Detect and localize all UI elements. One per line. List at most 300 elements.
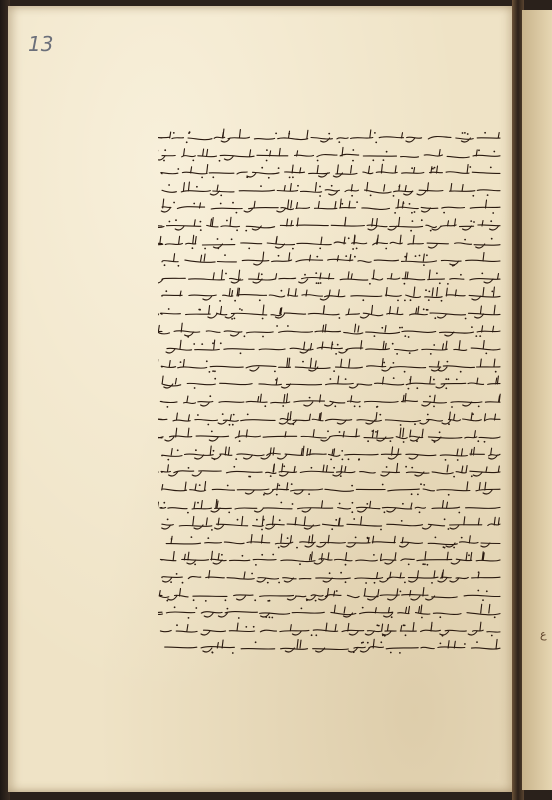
ink-dot [261, 529, 263, 531]
ink-dot [399, 326, 401, 328]
ink-dot [414, 211, 416, 213]
ink-dot [221, 554, 223, 556]
ink-dot [228, 511, 230, 513]
ink-dot [212, 177, 214, 179]
folio-number: 13 [28, 32, 54, 56]
handwriting-strokes [158, 427, 502, 443]
ink-dot [299, 564, 301, 566]
ink-stroke [158, 217, 500, 230]
ink-dot [434, 167, 436, 169]
manuscript-line [158, 234, 502, 250]
ink-dot [214, 370, 216, 372]
manuscript-line [158, 339, 502, 355]
ink-dot [492, 212, 494, 214]
ink-dot [445, 379, 447, 381]
ink-dot [315, 272, 317, 274]
ink-dot [478, 406, 480, 408]
ink-dot [204, 247, 206, 249]
ink-dot [296, 546, 298, 548]
handwriting-strokes [158, 163, 502, 179]
handwriting-strokes [158, 498, 502, 514]
ink-dot [304, 274, 306, 276]
ink-dot [239, 440, 241, 442]
ink-dot [288, 133, 290, 135]
ink-dot [490, 167, 492, 169]
ink-dot [335, 353, 337, 355]
ink-dot [393, 362, 395, 364]
ink-dot [386, 466, 388, 468]
ink-dot [366, 503, 368, 505]
manuscript-line [158, 269, 502, 285]
ink-dot [362, 607, 364, 609]
ink-dot [194, 387, 196, 389]
ink-dot [301, 608, 303, 610]
ink-dot [405, 634, 407, 636]
ink-dot [485, 353, 487, 355]
ink-dot [276, 325, 278, 327]
handwriting-strokes [158, 621, 502, 637]
ink-dot [268, 177, 270, 179]
ink-dot [491, 291, 493, 293]
ink-dot [247, 413, 249, 415]
ink-dot [319, 185, 321, 187]
ink-dot [351, 195, 353, 197]
manuscript-line [158, 304, 502, 320]
handwriting-strokes [158, 550, 502, 566]
ink-dot [292, 247, 294, 249]
ink-dot [358, 458, 360, 460]
ink-stroke [158, 428, 500, 441]
manuscript-line [158, 286, 502, 302]
ink-dot [318, 282, 320, 284]
manuscript-line [158, 410, 502, 426]
ink-dot [481, 272, 483, 274]
ink-stroke [160, 622, 500, 635]
ink-dot [274, 370, 276, 372]
ink-dot [211, 529, 213, 531]
ink-dot [255, 564, 257, 566]
ink-dot [445, 459, 447, 461]
ink-dot [254, 599, 256, 601]
ink-dot [472, 413, 474, 415]
ink-dot [420, 483, 422, 485]
ink-dot [375, 431, 377, 433]
ink-dot [287, 325, 289, 327]
ink-dot [201, 343, 203, 345]
ink-dot [165, 291, 167, 293]
ink-dot [464, 238, 466, 240]
ink-dot [242, 555, 244, 557]
handwriting-strokes [158, 304, 502, 320]
ink-dot [187, 336, 189, 338]
ink-dot [461, 536, 463, 538]
ink-dot [175, 219, 177, 221]
ink-dot [416, 440, 418, 442]
ink-dot [251, 573, 253, 575]
handwriting-strokes [158, 480, 502, 496]
ink-dot [219, 159, 221, 161]
ink-dot [345, 255, 347, 257]
ink-dot [460, 371, 462, 373]
ink-dot [200, 229, 202, 231]
ink-dot [201, 177, 203, 179]
ink-dot [164, 149, 166, 151]
ink-dot [390, 440, 392, 442]
ink-dot [493, 150, 495, 152]
manuscript-line [158, 322, 502, 338]
ink-dot [229, 423, 231, 425]
ink-stroke [162, 182, 500, 195]
ink-dot [278, 485, 280, 487]
ink-stroke [158, 499, 500, 512]
ink-dot [233, 466, 235, 468]
ink-stroke [158, 358, 500, 371]
ink-dot [409, 352, 411, 354]
ink-dot [248, 247, 250, 249]
ink-dot [365, 582, 367, 584]
ink-dot [263, 494, 265, 496]
ink-dot [256, 519, 258, 521]
ink-stroke [158, 604, 500, 617]
ink-dot [176, 624, 178, 626]
ink-dot [193, 599, 195, 601]
ink-stroke [158, 323, 500, 336]
handwriting-strokes [158, 515, 502, 531]
manuscript-line [158, 392, 502, 408]
ink-dot [491, 237, 493, 239]
ink-dot [195, 449, 197, 451]
ink-dot [486, 590, 488, 592]
ink-dot [394, 212, 396, 214]
ink-stroke [162, 482, 500, 494]
ink-stroke [162, 252, 500, 265]
ink-dot [342, 458, 344, 460]
ink-dot [396, 353, 398, 355]
ink-dot [495, 371, 497, 373]
ink-dot [213, 450, 215, 452]
ink-dot [409, 379, 411, 381]
ink-dot [374, 335, 376, 337]
ink-dot [275, 379, 277, 381]
ink-dot [339, 502, 341, 504]
ink-dot [424, 564, 426, 566]
ink-dot [261, 554, 263, 556]
ink-dot [399, 652, 401, 654]
ink-dot [292, 177, 294, 179]
ink-stroke [158, 552, 500, 565]
handwriting-strokes [158, 234, 502, 250]
ink-dot [435, 536, 437, 538]
ink-dot [291, 483, 293, 485]
ink-dot [192, 159, 194, 161]
ink-dot [381, 326, 383, 328]
manuscript-line [158, 462, 502, 478]
ink-stroke [158, 235, 500, 248]
ink-dot [278, 582, 280, 584]
handwriting-strokes [158, 586, 502, 602]
ink-dot [266, 159, 268, 161]
ink-dot [383, 361, 385, 363]
manuscript-line [158, 146, 502, 162]
manuscript-line [158, 515, 502, 531]
manuscript-line [158, 568, 502, 584]
ink-dot [478, 149, 480, 151]
ink-dot [373, 554, 375, 556]
ink-dot [262, 318, 264, 320]
ink-dot [255, 642, 257, 644]
ink-dot [439, 432, 441, 434]
facing-page-edge [522, 10, 552, 790]
manuscript-line [158, 181, 502, 197]
handwritten-text-block [158, 128, 502, 654]
ink-dot [246, 176, 248, 178]
ink-dot [234, 318, 236, 320]
ink-dot [238, 617, 240, 619]
ink-stroke [158, 411, 500, 424]
ink-dot [220, 194, 222, 196]
ink-dot [352, 501, 354, 503]
ink-dot [264, 405, 266, 407]
ink-dot [405, 466, 407, 468]
ink-dot [168, 308, 170, 310]
ink-dot [404, 335, 406, 337]
ink-dot [177, 449, 179, 451]
ink-dot [409, 203, 411, 205]
ink-dot [292, 503, 294, 505]
ink-dot [470, 220, 472, 222]
ink-dot [345, 581, 347, 583]
ink-dot [332, 344, 334, 346]
ink-dot [236, 229, 238, 231]
ink-dot [440, 643, 442, 645]
ink-dot [458, 511, 460, 513]
ink-dot [473, 221, 475, 223]
ink-dot [477, 440, 479, 442]
ink-dot [270, 476, 272, 478]
handwriting-strokes [158, 392, 502, 408]
ink-dot [451, 406, 453, 408]
ink-dot [188, 132, 190, 134]
ink-dot [308, 493, 310, 495]
handwriting-strokes [158, 216, 502, 232]
ink-dot [196, 186, 198, 188]
ink-dot [404, 283, 406, 285]
ink-dot [478, 571, 480, 573]
ink-dot [442, 635, 444, 637]
ink-dot [419, 255, 421, 257]
ink-dot [327, 431, 329, 433]
ink-dot [167, 458, 169, 460]
ink-dot [231, 238, 233, 240]
ink-dot [224, 254, 226, 256]
ink-dot [269, 617, 271, 619]
ink-dot [173, 202, 175, 204]
ink-dot [219, 300, 221, 302]
handwriting-strokes [158, 603, 502, 619]
ink-dot [380, 529, 382, 531]
ink-dot [448, 379, 450, 381]
ink-dot [316, 256, 318, 258]
ink-dot [415, 255, 417, 257]
ink-dot [382, 634, 384, 636]
ink-dot [260, 185, 262, 187]
ink-dot [232, 423, 234, 425]
ink-dot [174, 607, 176, 609]
ink-dot [168, 184, 170, 186]
ink-dot [448, 528, 450, 530]
ink-dot [306, 599, 308, 601]
ink-dot [380, 642, 382, 644]
ink-dot [411, 167, 413, 169]
ink-dot [471, 326, 473, 328]
ink-dot [233, 413, 235, 415]
ink-dot [439, 616, 441, 618]
handwriting-strokes [158, 128, 502, 144]
ink-dot [400, 590, 402, 592]
ink-dot [374, 582, 376, 584]
ink-dot [479, 335, 481, 337]
ink-dot [236, 212, 238, 214]
ink-dot [404, 256, 406, 258]
ink-dot [445, 388, 447, 390]
ink-dot [302, 360, 304, 362]
ink-dot [460, 274, 462, 276]
ink-dot [239, 308, 241, 310]
ink-dot [352, 149, 354, 151]
handwriting-strokes [158, 286, 502, 302]
ink-dot [220, 343, 222, 345]
ink-dot [436, 272, 438, 274]
ink-stroke [162, 287, 500, 300]
ink-dot [212, 343, 214, 345]
handwriting-strokes [158, 533, 502, 549]
ink-dot [262, 335, 264, 337]
ink-dot [198, 309, 200, 311]
ink-dot [164, 264, 166, 266]
manuscript-line [158, 128, 502, 144]
ink-dot [392, 343, 394, 345]
ink-dot [401, 326, 403, 328]
ink-stroke [161, 164, 500, 177]
ink-dot [393, 195, 395, 197]
ink-dot [315, 599, 317, 601]
ink-dot [333, 467, 335, 469]
ink-dot [167, 406, 169, 408]
ink-dot [427, 564, 429, 566]
ink-dot [477, 589, 479, 591]
ink-dot [193, 203, 195, 205]
ink-dot [468, 555, 470, 557]
ink-dot [376, 624, 378, 626]
ink-dot [337, 344, 339, 346]
ink-dot [316, 282, 318, 284]
ink-dot [423, 264, 425, 266]
ink-dot [206, 360, 208, 362]
facing-page-mark: ع [540, 628, 547, 641]
ink-stroke [158, 587, 500, 600]
ink-dot [411, 212, 413, 214]
ink-dot [428, 300, 430, 302]
ink-dot [390, 652, 392, 654]
ink-stroke [158, 305, 500, 318]
ink-dot [163, 501, 165, 503]
ink-dot [311, 634, 313, 636]
ink-dot [423, 308, 425, 310]
ink-dot [261, 273, 263, 275]
ink-stroke [158, 464, 500, 477]
ink-dot [205, 600, 207, 602]
ink-dot [416, 388, 418, 390]
ink-dot [476, 642, 478, 644]
ink-dot [320, 282, 322, 284]
ink-dot [447, 360, 449, 362]
ink-dot [339, 431, 341, 433]
ink-stroke [162, 570, 500, 582]
ink-dot [419, 511, 421, 513]
ink-dot [491, 634, 493, 636]
ink-dot [447, 283, 449, 285]
ink-dot [403, 441, 405, 443]
manuscript-line [158, 198, 502, 214]
ink-dot [282, 405, 284, 407]
ink-dot [334, 405, 336, 407]
ink-dot [425, 290, 427, 292]
ink-dot [182, 582, 184, 584]
ink-dot [319, 195, 321, 197]
ink-dot [283, 466, 285, 468]
ink-dot [194, 564, 196, 566]
ink-dot [462, 132, 464, 134]
ink-dot [411, 467, 413, 469]
ink-dot [372, 430, 374, 432]
ink-dot [428, 291, 430, 293]
ink-dot [384, 635, 386, 637]
ink-dot [453, 476, 455, 478]
ink-dot [362, 642, 364, 644]
ink-dot [408, 388, 410, 390]
ink-dot [385, 247, 387, 249]
ink-dot [494, 617, 496, 619]
ink-dot [484, 132, 486, 134]
ink-dot [265, 616, 267, 618]
ink-dot [426, 255, 428, 257]
ink-dot [331, 185, 333, 187]
ink-dot [411, 493, 413, 495]
handwriting-strokes [158, 445, 502, 461]
ink-dot [341, 203, 343, 205]
ink-dot [472, 195, 474, 197]
ink-dot [329, 572, 331, 574]
ink-dot [369, 283, 371, 285]
ink-dot [464, 132, 466, 134]
ink-dot [245, 626, 247, 628]
handwriting-strokes [158, 462, 502, 478]
ink-dot [249, 476, 251, 478]
ink-dot [469, 166, 471, 168]
manuscript-line [158, 251, 502, 267]
ink-dot [354, 256, 356, 258]
ink-dot [269, 599, 271, 601]
ink-dot [410, 230, 412, 232]
handwriting-strokes [158, 410, 502, 426]
ink-dot [433, 406, 435, 408]
ink-dot [379, 413, 381, 415]
ink-dot [280, 501, 282, 503]
ink-dot [259, 300, 261, 302]
ink-dot [244, 335, 246, 337]
ink-dot [279, 519, 281, 521]
ink-dot [487, 194, 489, 196]
